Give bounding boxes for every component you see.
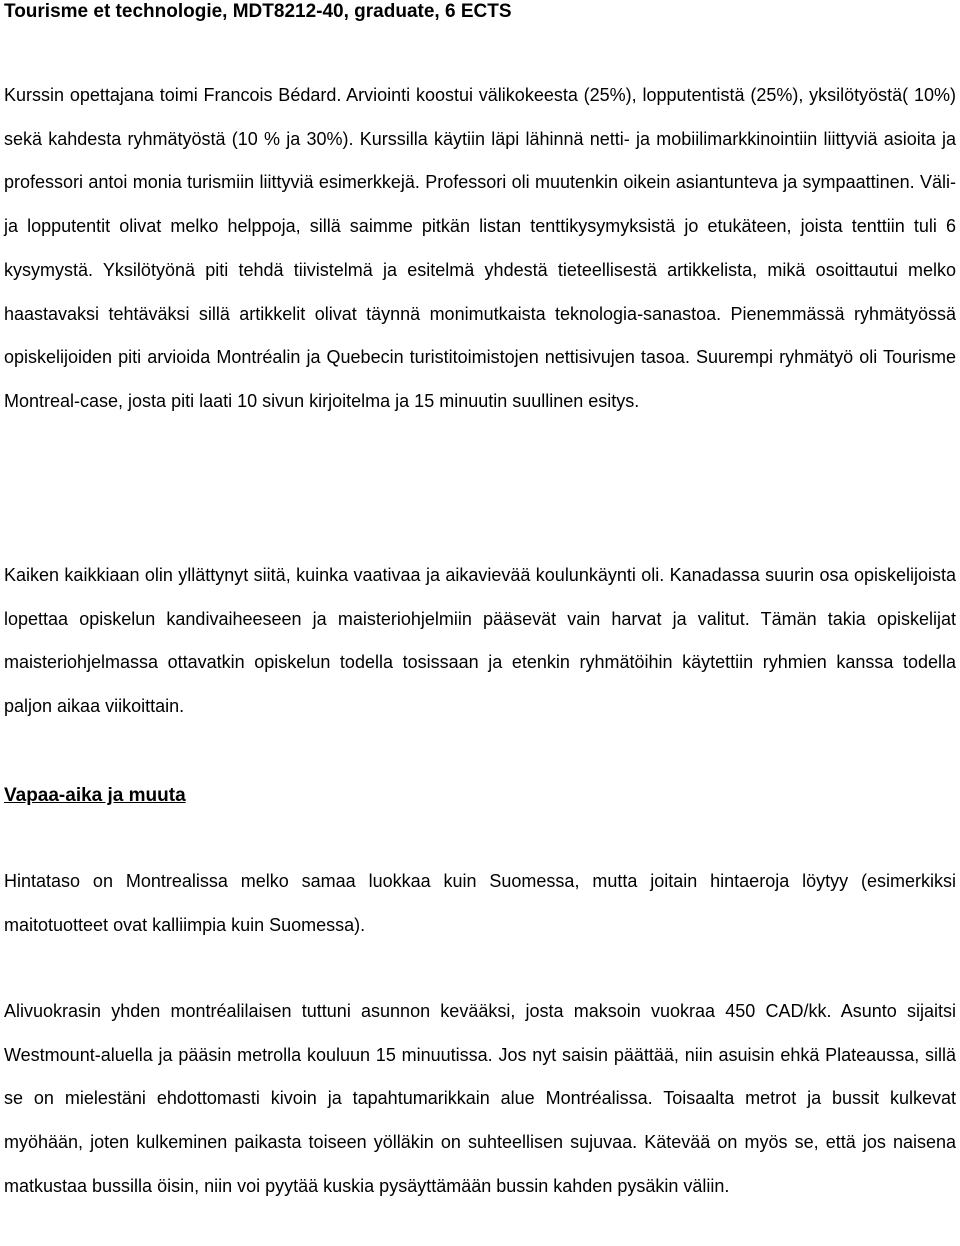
course-title: Tourisme et technologie, MDT8212-40, graduate, 6 ECTS	[4, 1, 512, 22]
course-description-paragraph	[4, 74, 956, 424]
price-level-paragraph: Hintataso on Montrealissa melko samaa luokkaa kuin Suomessa, mutta joitain hintaeroja löytyy (esimerkiksi maitotuotteet ovat kalliimpia kuin Suomessa).	[4, 871, 956, 935]
housing-paragraph: Alivuokrasin yhden montréalilaisen tuttuni asunnon kevääksi, josta maksoin vuokraa 450 CAD/kk. Asunto sijaitsi Westmount-aluella ja pääsin metrolla kouluun 15 minuutissa. Jos nyt saisin päättää, niin asuisin ehkä Plateaussa, sillä se on mielestäni ehdottomasti kivoin ja tapahtumarikkain alue Montréalissa. Toisaalta metrot ja bussit kulkevat myöhään, joten kulkeminen paikasta toiseen yölläkin on suhteellisen sujuvaa. Kätevää on myös se, että jos naisena matkustaa bussilla öisin, niin voi pyytää kuskia pysäyttämään bussin kahden pysäkin väliin.	[4, 1001, 956, 1196]
course-description-part-1: Kurssin opettajana toimi Francois Bédard. Arviointi koostui välikokeesta (25%), lopputentistä (25%), yksilötyöstä( 10%) sekä kahdesta ryhmätyöstä (10 % ja 30%). Kurssilla käytiin läpi lähinnä netti- ja mobiilimarkkinointiin liittyviä asioita ja professori antoi monia turismiin liittyviä esimerkkejä. Professori oli muutenkin oikein asiantunteva ja sympaattinen.	[4, 85, 956, 193]
course-description-part-2: Väli- ja lopputentit olivat melko helppoja, sillä saimme pitkän listan tenttikysymyksistä jo etukäteen, joista tenttiin tuli 6 kysymystä. Yksilötyönä piti tehdä tiivistelmä ja esitelmä yhdestä tieteellisestä artikkelista, mikä osoittautui melko haastavaksi tehtäväksi sillä artikkelit olivat täynnä monimutkaista teknologia-sanastoa. Pienemmässä ryhmätyössä opiskelijoiden piti arvioida Montréalin ja Quebecin turistitoimistojen nettisivujen tasoa. Suurempi ryhmätyö oli Tourisme Montreal-case, josta piti laati 10 sivun kirjoitelma ja 15 minuutin suullinen esitys.	[4, 172, 956, 411]
overall-impression-paragraph: Kaiken kaikkiaan olin yllättynyt siitä, kuinka vaativaa ja aikavievää koulunkäynti oli. Kanadassa suurin osa opiskelijoista lopettaa opiskelun kandivaiheeseen ja maisteriohjelmiin pääsevät vain harvat ja valitut. Tämän takia opiskelijat maisteriohjelmassa ottavatkin opiskelun todella tosissaan ja etenkin ryhmätöihin käytettiin ryhmien kanssa todella paljon aikaa viikoittain.	[4, 565, 956, 717]
section-title-leisure: Vapaa-aika ja muuta	[4, 785, 186, 806]
